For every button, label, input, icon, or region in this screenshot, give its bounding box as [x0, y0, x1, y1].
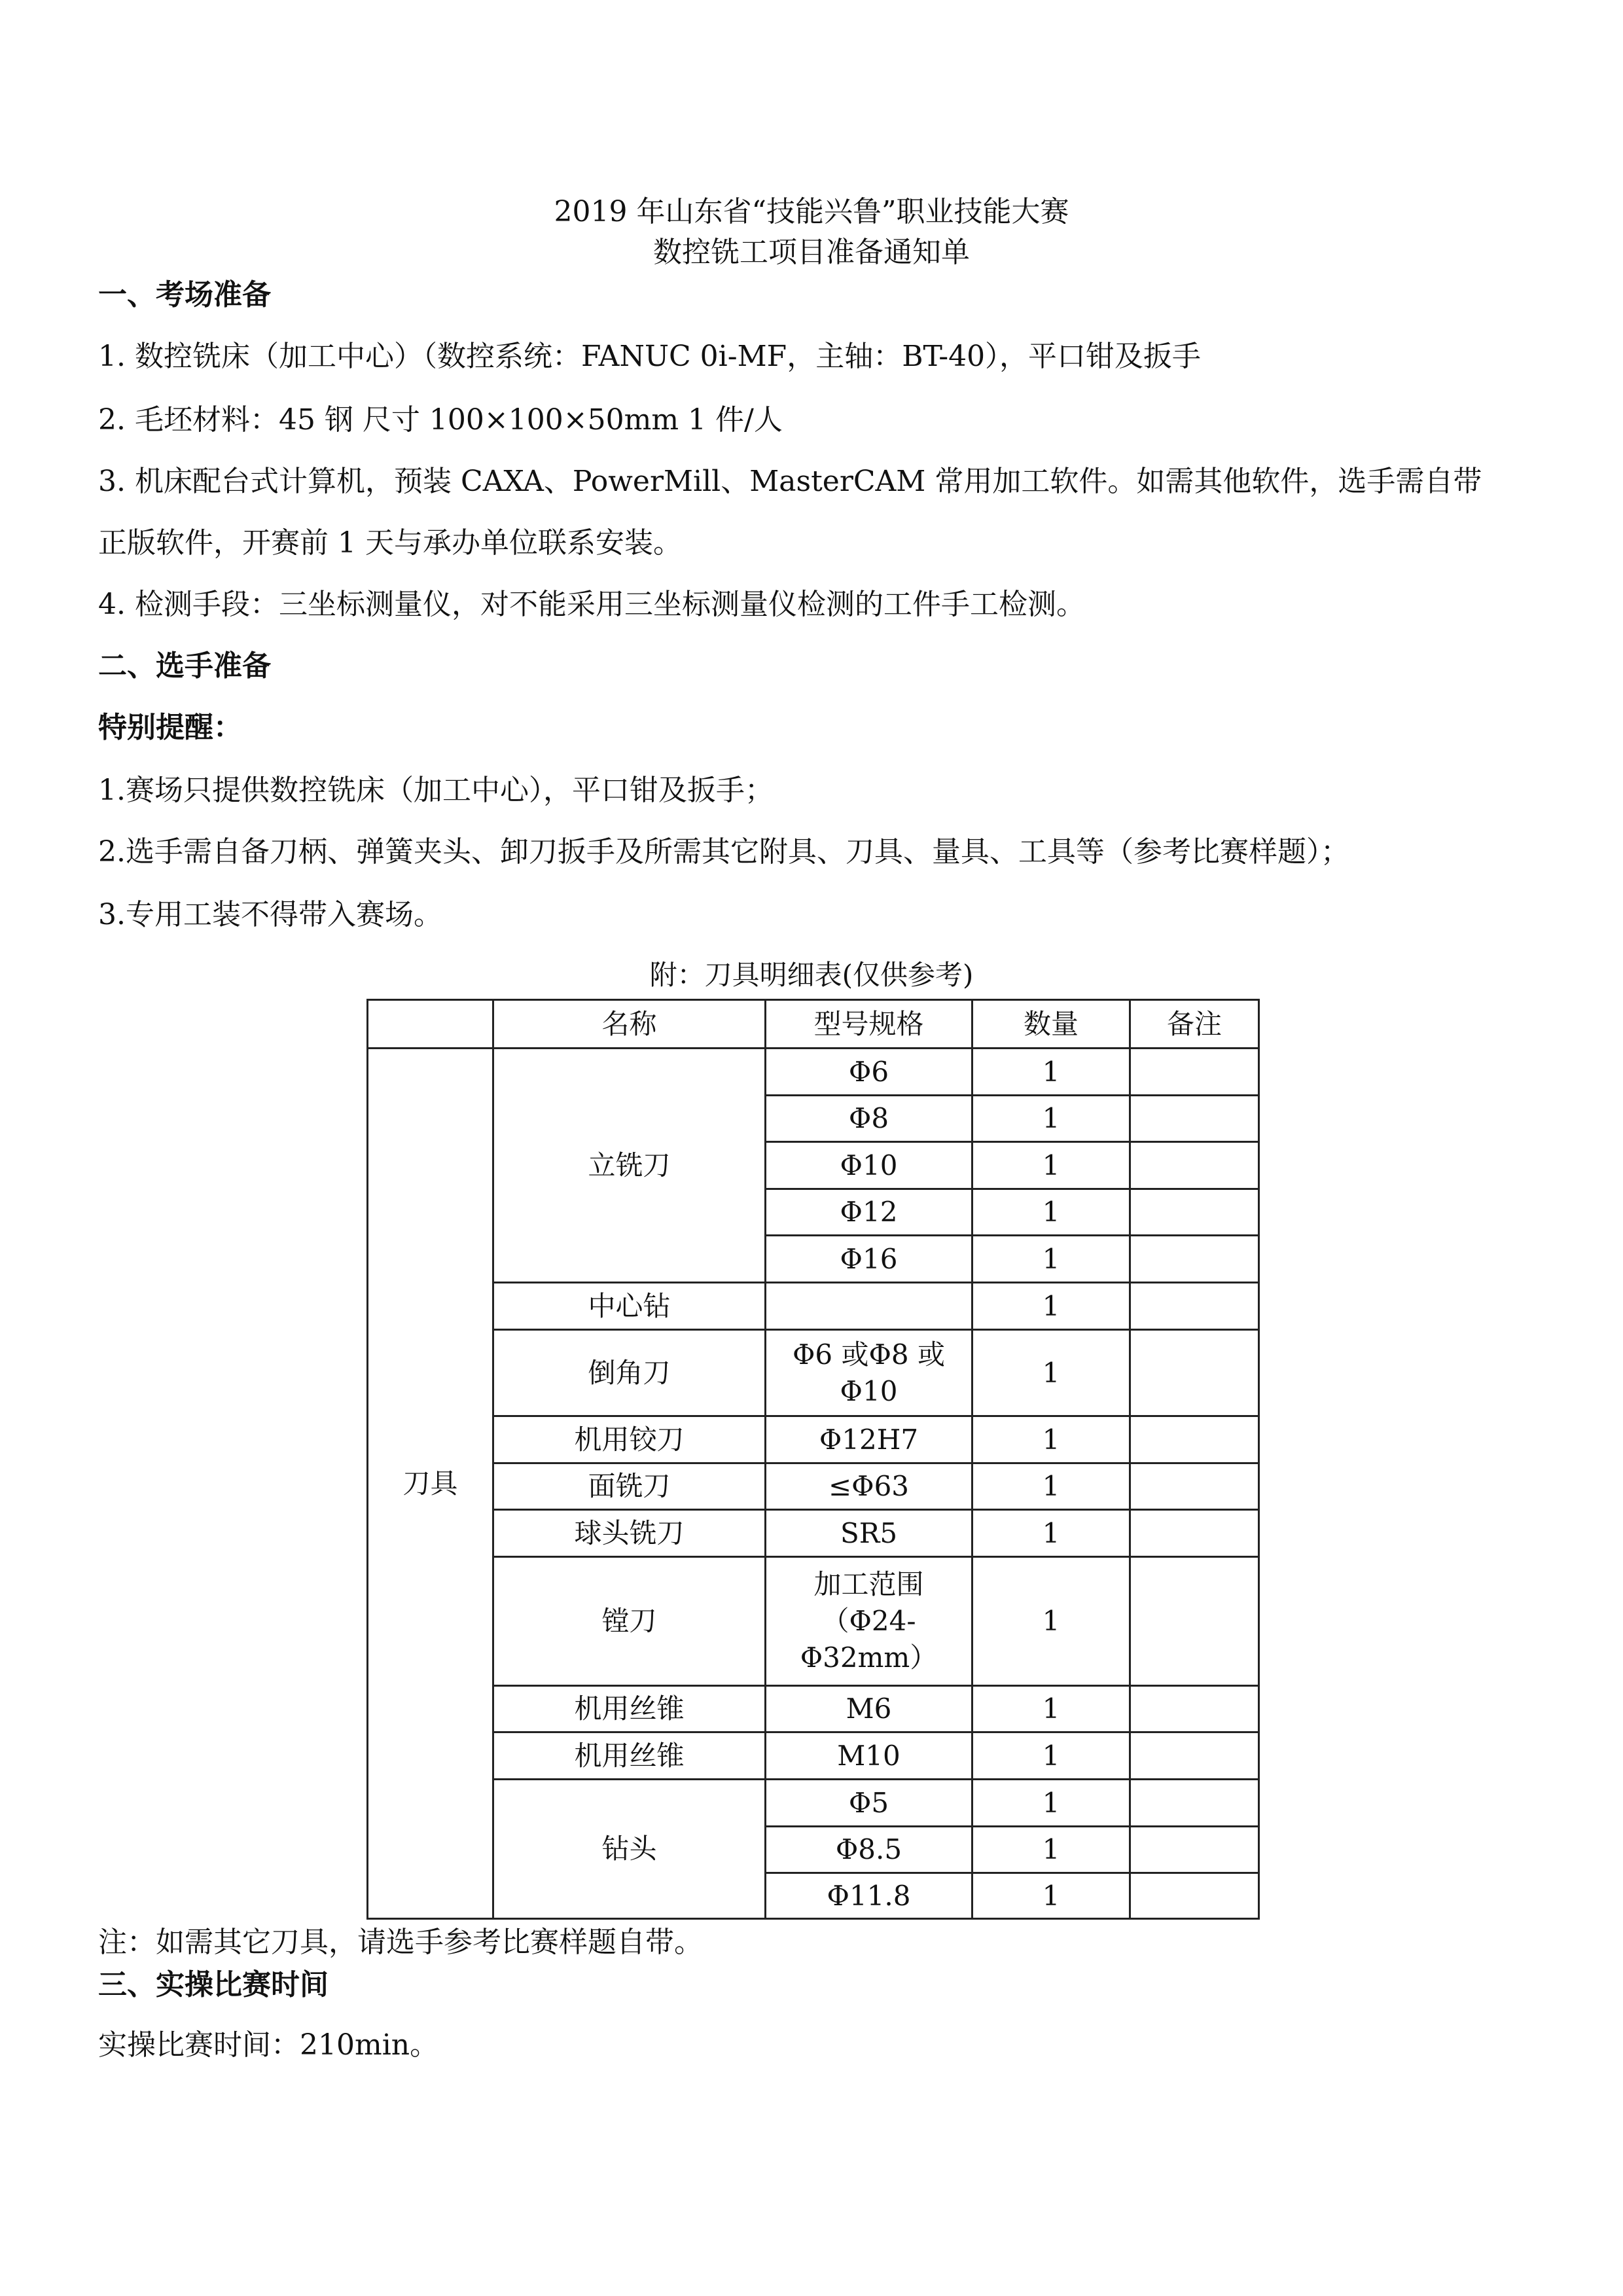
- qty-cell: 1: [972, 1142, 1130, 1189]
- qty-cell: 1: [972, 1189, 1130, 1236]
- document-title-line2: 数控铣工项目准备通知单: [653, 236, 970, 269]
- remark-cell: [1130, 1049, 1259, 1096]
- spec-cell: [766, 1283, 972, 1330]
- tool-name-cell: 立铣刀: [493, 1049, 766, 1283]
- table-note: 注：如需其它刀具，请选手参考比赛样题自带。: [98, 1926, 703, 1959]
- table-row: [368, 1780, 1259, 1827]
- spec-line: 加工范围: [813, 1568, 924, 1600]
- qty-cell: 1: [972, 1780, 1130, 1827]
- remark-cell: [1130, 1827, 1259, 1873]
- section1-item-3-continued: 正版软件，开赛前 1 天与承办单位联系安装。: [98, 526, 682, 560]
- section1-heading: 一、考场准备: [98, 278, 271, 312]
- tool-name-cell: 钻头: [493, 1780, 766, 1919]
- remark-cell: [1130, 1142, 1259, 1189]
- spec-line: （Φ24-: [821, 1605, 916, 1637]
- remark-cell: [1130, 1557, 1259, 1686]
- spec-cell: Φ6: [766, 1049, 972, 1096]
- table-row: [368, 1510, 1259, 1557]
- section2-item-2: 2.选手需自备刀柄、弹簧夹头、卸刀扳手及所需其它附具、刀具、量具、工具等（参考比赛样题）；: [98, 835, 1349, 869]
- spec-cell: M6: [766, 1686, 972, 1732]
- tool-name-cell: 面铣刀: [493, 1463, 766, 1510]
- qty-cell: 1: [972, 1416, 1130, 1463]
- section1-item-1: 1. 数控铣床（加工中心）（数控系统：FANUC 0i-MF，主轴：BT-40），平口钳及扳手: [98, 340, 1202, 373]
- spec-cell: M10: [766, 1732, 972, 1780]
- spec-cell: ≤Φ63: [766, 1463, 972, 1510]
- header-category: [368, 1000, 493, 1049]
- qty-cell: 1: [972, 1096, 1130, 1142]
- remark-cell: [1130, 1330, 1259, 1416]
- tool-name-cell: 机用铰刀: [493, 1416, 766, 1463]
- remark-cell: [1130, 1873, 1259, 1919]
- spec-cell: SR5: [766, 1510, 972, 1557]
- table-header-row: [368, 1000, 1259, 1049]
- table-row: [368, 1283, 1259, 1330]
- tool-name-cell: 中心钻: [493, 1283, 766, 1330]
- remark-cell: [1130, 1686, 1259, 1732]
- tool-name-cell: 倒角刀: [493, 1330, 766, 1416]
- remark-cell: [1130, 1510, 1259, 1557]
- spec-cell: Φ16: [766, 1236, 972, 1283]
- qty-cell: 1: [972, 1873, 1130, 1919]
- section2-item-3: 3.专用工装不得带入赛场。: [98, 898, 442, 931]
- tool-name-cell: 镗刀: [493, 1557, 766, 1686]
- qty-cell: 1: [972, 1049, 1130, 1096]
- section1-item-4: 4. 检测手段：三坐标测量仪，对不能采用三坐标测量仪检测的工件手工检测。: [98, 588, 1085, 621]
- table-row: [368, 1732, 1259, 1780]
- qty-cell: 1: [972, 1236, 1130, 1283]
- section1-item-3: 3. 机床配台式计算机，预装 CAXA、PowerMill、MasterCAM 常用加工软件。如需其他软件，选手需自带: [98, 465, 1482, 498]
- header-spec: 型号规格: [766, 1000, 972, 1049]
- header-name: 名称: [493, 1000, 766, 1049]
- qty-cell: 1: [972, 1510, 1130, 1557]
- remark-cell: [1130, 1780, 1259, 1827]
- header-remark: 备注: [1130, 1000, 1259, 1049]
- spec-cell: [766, 1557, 972, 1686]
- qty-cell: 1: [972, 1827, 1130, 1873]
- header-qty: 数量: [972, 1000, 1130, 1049]
- section3-heading: 三、实操比赛时间: [98, 1968, 329, 2001]
- special-reminder-label: 特别提醒：: [98, 711, 242, 744]
- spec-cell: Φ11.8: [766, 1873, 972, 1919]
- spec-cell: Φ5: [766, 1780, 972, 1827]
- table-row: [368, 1557, 1259, 1686]
- spec-line: Φ6 或Φ8 或: [792, 1338, 945, 1371]
- remark-cell: [1130, 1732, 1259, 1780]
- tool-name-cell: 球头铣刀: [493, 1510, 766, 1557]
- spec-line: Φ10: [840, 1374, 898, 1407]
- remark-cell: [1130, 1463, 1259, 1510]
- spec-cell: Φ10: [766, 1142, 972, 1189]
- table-row: [368, 1330, 1259, 1416]
- qty-cell: 1: [972, 1330, 1130, 1416]
- table-row: [368, 1686, 1259, 1732]
- qty-cell: 1: [972, 1732, 1130, 1780]
- remark-cell: [1130, 1096, 1259, 1142]
- qty-cell: 1: [972, 1557, 1130, 1686]
- remark-cell: [1130, 1416, 1259, 1463]
- section1-item-2: 2. 毛坯材料：45 钢 尺寸 100×100×50mm 1 件/人: [98, 403, 783, 437]
- tool-list-table: [366, 999, 1260, 1920]
- section2-item-1: 1.赛场只提供数控铣床（加工中心），平口钳及扳手；: [98, 774, 774, 807]
- spec-cell: Φ12H7: [766, 1416, 972, 1463]
- spec-cell: [766, 1330, 972, 1416]
- spec-line: Φ32mm）: [800, 1641, 938, 1674]
- qty-cell: 1: [972, 1463, 1130, 1510]
- spec-cell: Φ8: [766, 1096, 972, 1142]
- category-cell: 刀具: [368, 1049, 493, 1919]
- table-row: [368, 1463, 1259, 1510]
- tool-name-cell: 机用丝锥: [493, 1732, 766, 1780]
- qty-cell: 1: [972, 1283, 1130, 1330]
- section2-heading: 二、选手准备: [98, 649, 271, 683]
- remark-cell: [1130, 1283, 1259, 1330]
- remark-cell: [1130, 1189, 1259, 1236]
- table-caption: 附：刀具明细表(仅供参考): [649, 959, 974, 991]
- document-title-line1: 2019 年山东省“技能兴鲁”职业技能大赛: [554, 195, 1069, 228]
- spec-cell: Φ8.5: [766, 1827, 972, 1873]
- tool-name-cell: 机用丝锥: [493, 1686, 766, 1732]
- table-row: [368, 1049, 1259, 1096]
- table-row: [368, 1416, 1259, 1463]
- qty-cell: 1: [972, 1686, 1130, 1732]
- spec-cell: Φ12: [766, 1189, 972, 1236]
- competition-time: 实操比赛时间：210min。: [98, 2028, 439, 2062]
- remark-cell: [1130, 1236, 1259, 1283]
